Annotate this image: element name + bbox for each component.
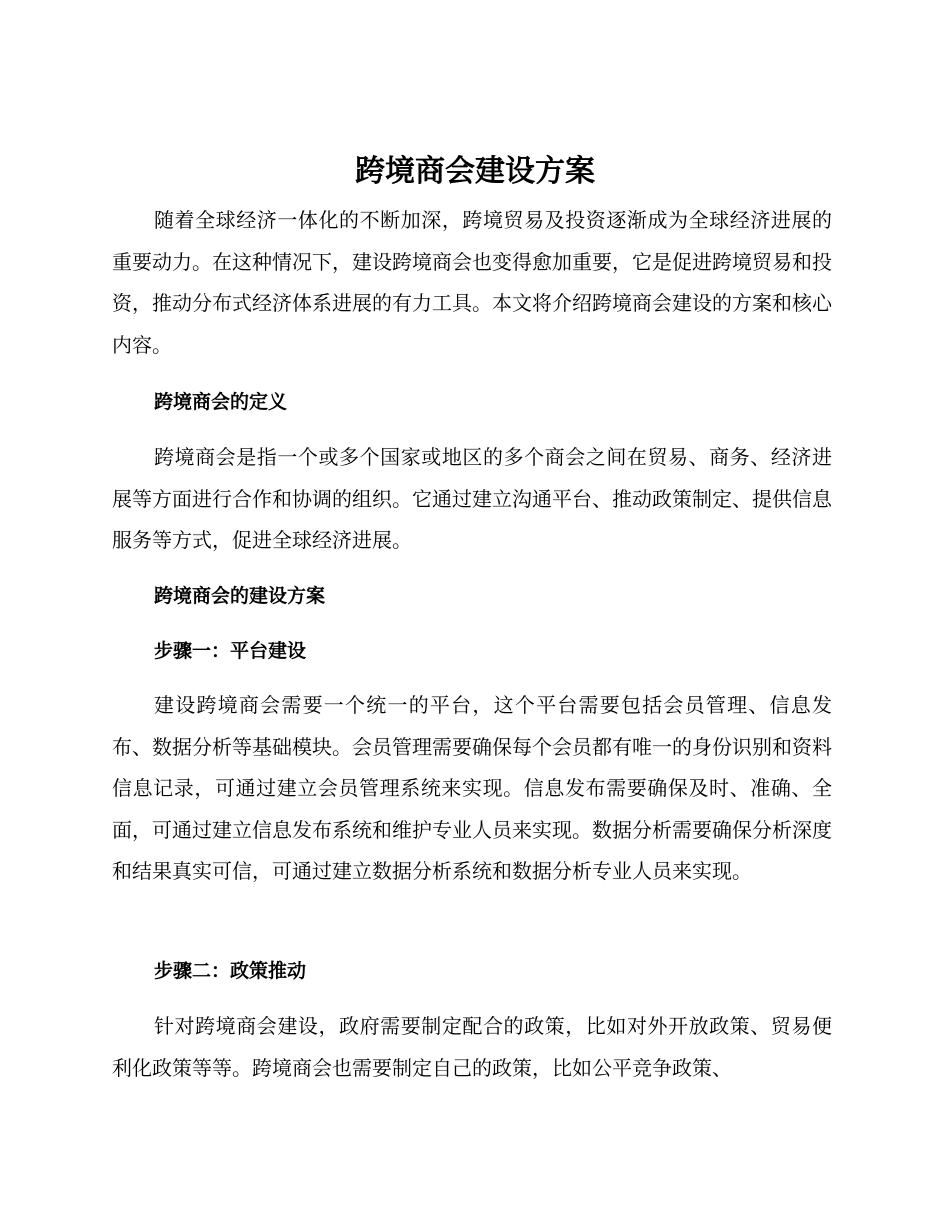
step2-heading: 步骤二：政策推动 [154, 960, 307, 982]
step1-heading: 步骤一：平台建设 [154, 640, 307, 662]
document-title: 跨境商会建设方案 [355, 154, 595, 189]
section-heading-plan: 跨境商会的建设方案 [154, 585, 326, 607]
step1-paragraph: 建设跨境商会需要一个统一的平台，这个平台需要包括会员管理、信息发布、数据分析等基础模块。会员管理需要确保每个会员都有唯一的身份识别和资料信息记录，可通过建立会员管理系统来实现。信息发布需要确保及时、准确、全面，可通过建立信息发布系统和维护专业人员来实现。数据分析需要确保分析深度和结果真实可信，可通过建立数据分析系统和数据分析专业人员来实现。 [112, 693, 832, 883]
intro-paragraph: 随着全球经济一体化的不断加深，跨境贸易及投资逐渐成为全球经济进展的重要动力。在这种情况下，建设跨境商会也变得愈加重要，它是促进跨境贸易和投资，推动分布式经济体系进展的有力工具。本文将介绍跨境商会建设的方案和核心内容。 [112, 208, 832, 357]
step2-paragraph: 针对跨境商会建设，政府需要制定配合的政策，比如对外开放政策、贸易便利化政策等等。跨境商会也需要制定自己的政策，比如公平竞争政策、 [112, 1014, 832, 1080]
definition-paragraph: 跨境商会是指一个或多个国家或地区的多个商会之间在贸易、商务、经济进展等方面进行合作和协调的组织。它通过建立沟通平台、推动政策制定、提供信息服务等方式，促进全球经济进展。 [112, 445, 832, 552]
section-heading-definition: 跨境商会的定义 [154, 391, 288, 413]
